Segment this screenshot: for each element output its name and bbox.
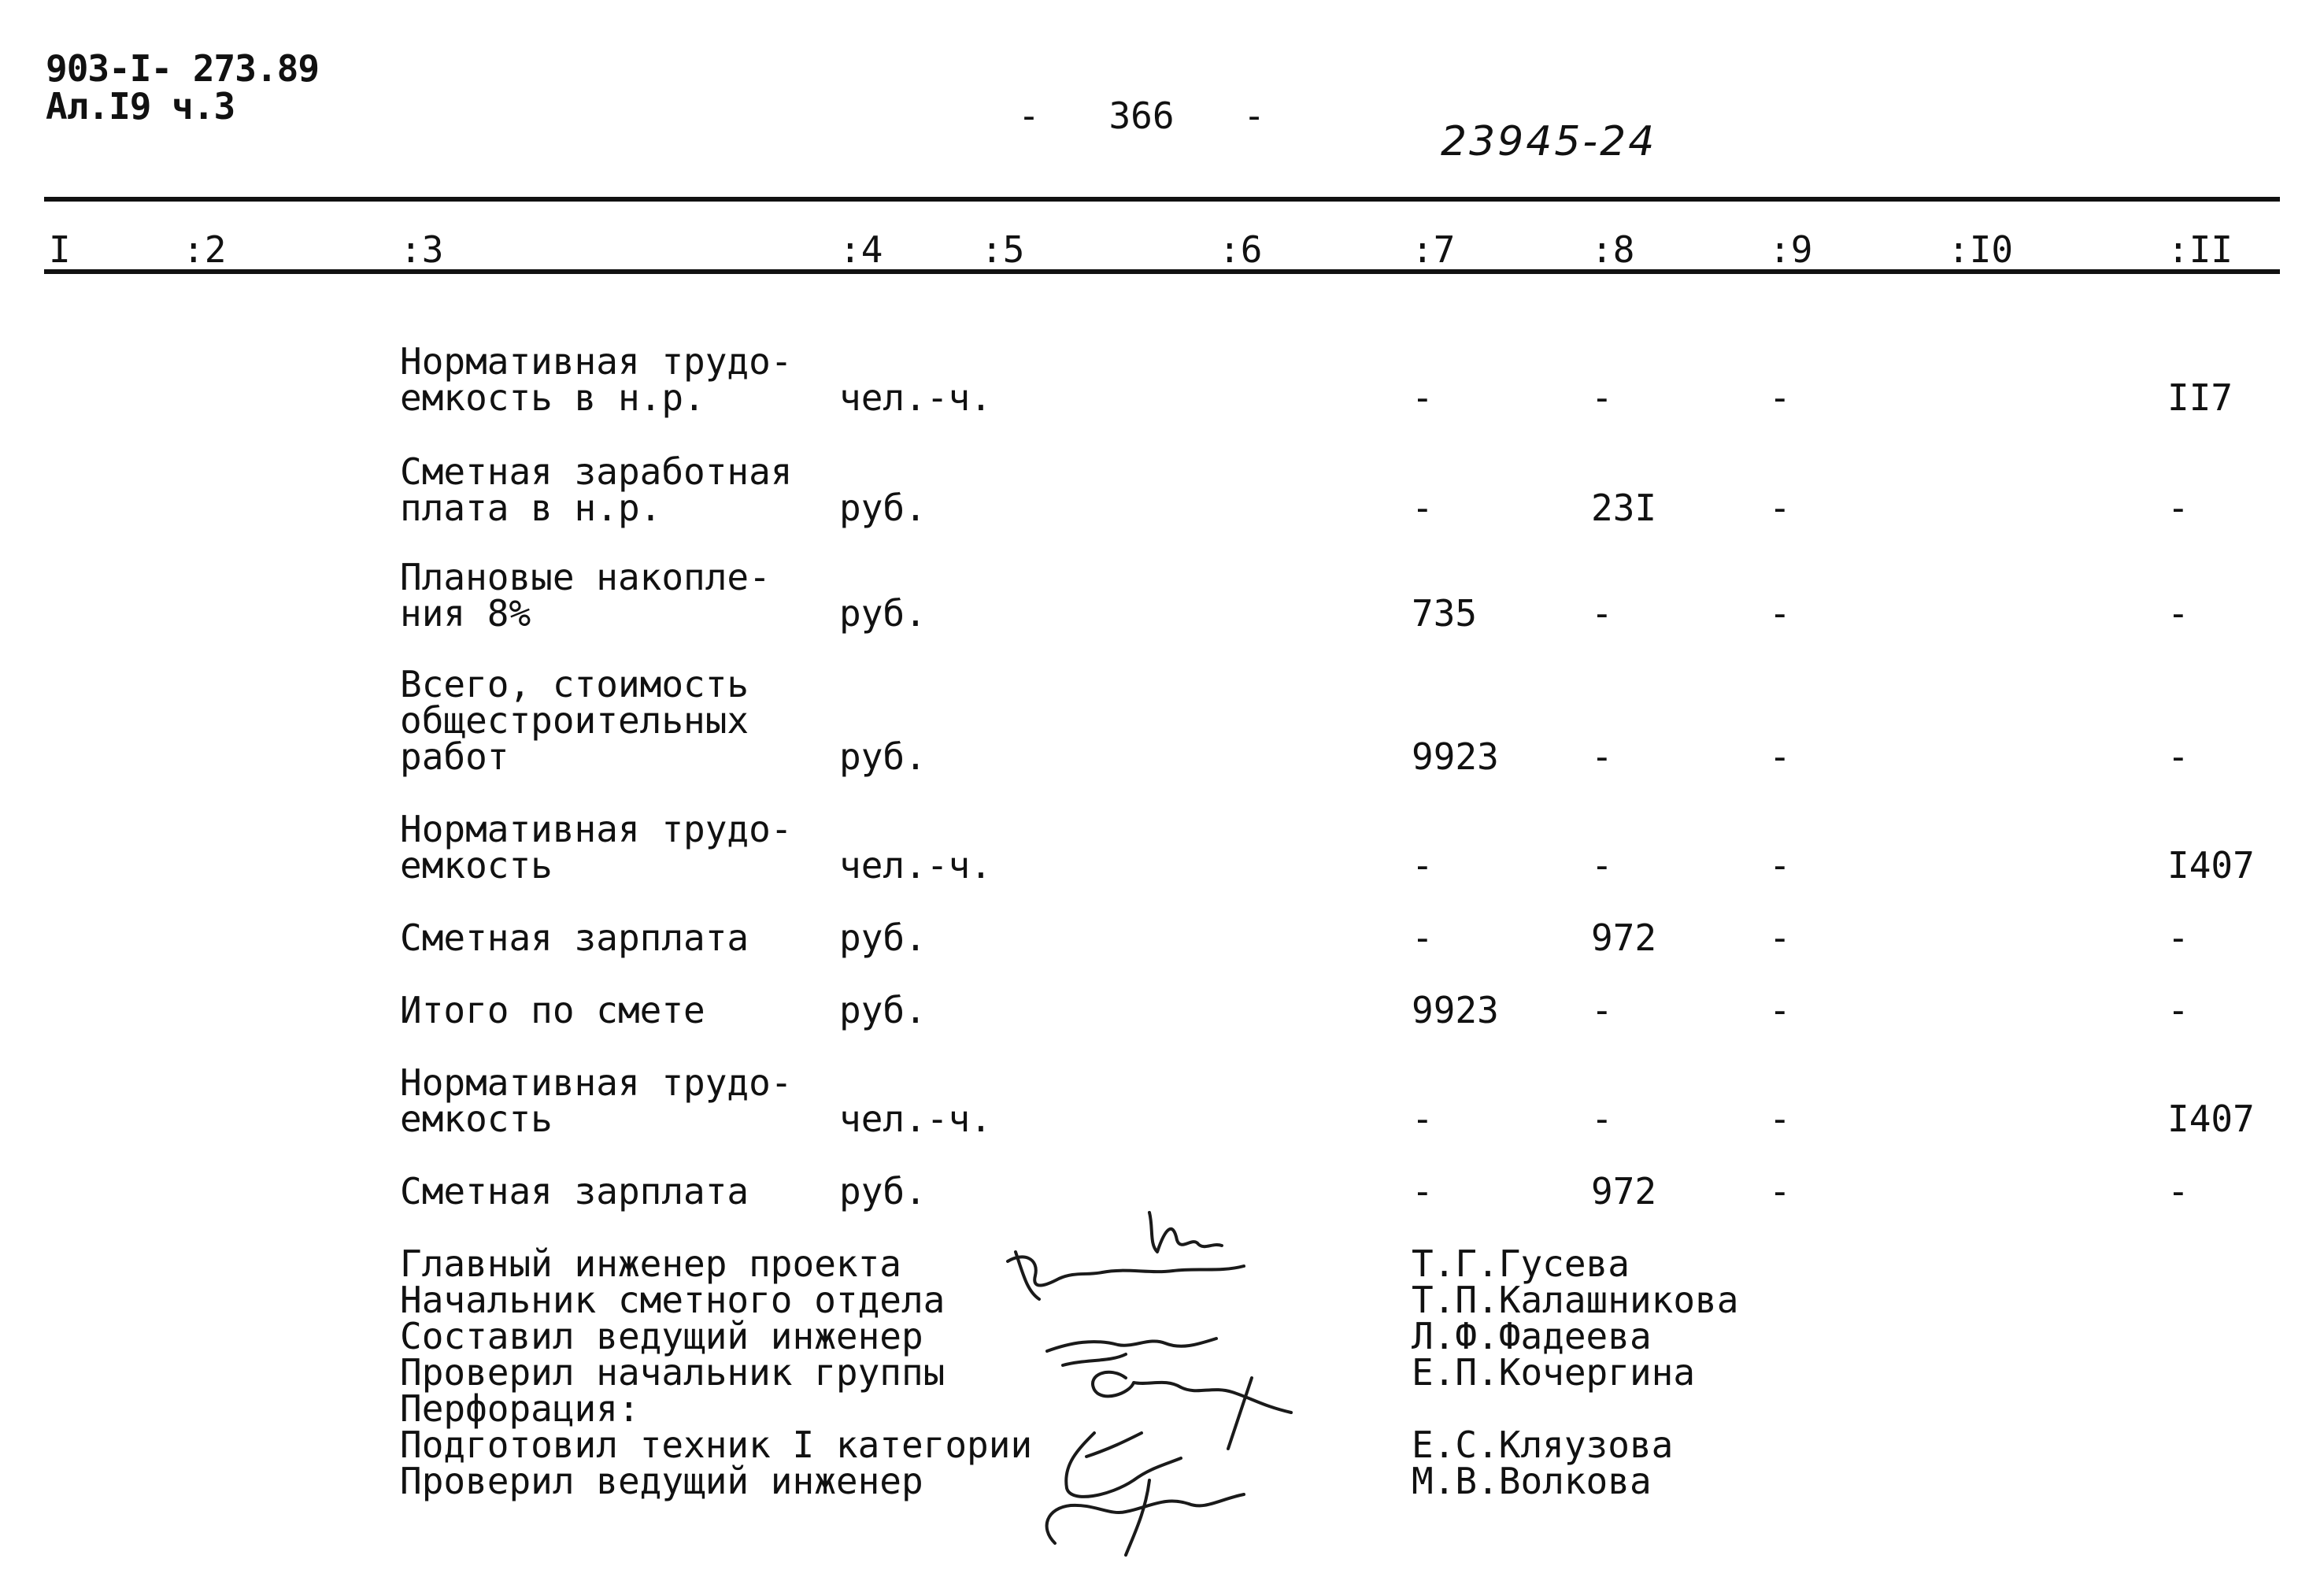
row-col8: - bbox=[1591, 592, 1613, 635]
row-col9: - bbox=[1769, 592, 1791, 635]
row-col7: 735 bbox=[1412, 592, 1478, 635]
row-col7: - bbox=[1412, 1170, 1434, 1213]
column-label-11: :II bbox=[2167, 228, 2233, 271]
signature-titles: Главный инженер проекта Начальник сметного отдела Составил ведущий инженер Проверил начальник группы Перфорация: Подготовил техник I категории Проверил ведущий инженер bbox=[400, 1242, 1033, 1502]
row-col11: - bbox=[2167, 735, 2189, 778]
row-description: Сметная зарплата bbox=[400, 916, 749, 959]
row-unit: руб. bbox=[839, 1170, 927, 1213]
column-label-9: :9 bbox=[1769, 228, 1813, 271]
row-unit: чел.-ч. bbox=[839, 1098, 992, 1140]
row-description: Нормативная трудо- емкость в н.р. bbox=[400, 340, 793, 419]
column-label-3: :3 bbox=[400, 228, 444, 271]
row-col8: - bbox=[1591, 989, 1613, 1031]
row-col7: - bbox=[1412, 376, 1434, 419]
page-number: - 366 - bbox=[1018, 94, 1265, 137]
row-col11: - bbox=[2167, 916, 2189, 959]
column-label-1: I bbox=[49, 228, 71, 271]
row-col7: - bbox=[1412, 844, 1434, 887]
row-col11: II7 bbox=[2167, 376, 2233, 419]
row-col7: - bbox=[1412, 487, 1434, 529]
row-unit: руб. bbox=[839, 916, 927, 959]
sheet-reference: Ал.I9 ч.3 bbox=[46, 85, 235, 128]
row-col9: - bbox=[1769, 916, 1791, 959]
header-rule-top bbox=[44, 197, 2280, 202]
row-unit: руб. bbox=[839, 487, 927, 529]
row-col9: - bbox=[1769, 1170, 1791, 1213]
signature-names: Т.Г.Гусева Т.П.Калашникова Л.Ф.Фадеева Е.П.Кочергина Е.С.Кляузова М.В.Волкова bbox=[1412, 1242, 1739, 1502]
column-label-4: :4 bbox=[839, 228, 883, 271]
handwritten-number: 23945-24 bbox=[1441, 118, 1657, 165]
row-col7: 9923 bbox=[1412, 989, 1499, 1031]
row-col8: - bbox=[1591, 376, 1613, 419]
handwritten-signatures-image bbox=[992, 1197, 1323, 1559]
row-unit: чел.-ч. bbox=[839, 844, 992, 887]
row-description: Сметная заработная плата в н.р. bbox=[400, 450, 793, 529]
row-col9: - bbox=[1769, 844, 1791, 887]
row-col9: - bbox=[1769, 735, 1791, 778]
row-col11: I407 bbox=[2167, 1098, 2255, 1140]
row-description: Плановые накопле- ния 8% bbox=[400, 556, 771, 635]
row-col8: 972 bbox=[1591, 916, 1657, 959]
document-code: 903-I- 273.89 bbox=[46, 47, 320, 90]
row-col11: I407 bbox=[2167, 844, 2255, 887]
row-col7: 9923 bbox=[1412, 735, 1499, 778]
row-col8: 23I bbox=[1591, 487, 1657, 529]
row-description: Нормативная трудо- емкость bbox=[400, 808, 793, 887]
header-rule-bottom bbox=[44, 269, 2280, 274]
row-col11: - bbox=[2167, 1170, 2189, 1213]
row-unit: руб. bbox=[839, 592, 927, 635]
column-label-10: :I0 bbox=[1948, 228, 2014, 271]
row-col11: - bbox=[2167, 487, 2189, 529]
column-label-7: :7 bbox=[1412, 228, 1456, 271]
row-unit: руб. bbox=[839, 989, 927, 1031]
row-col8: - bbox=[1591, 844, 1613, 887]
row-col9: - bbox=[1769, 1098, 1791, 1140]
row-description: Нормативная трудо- емкость bbox=[400, 1061, 793, 1140]
column-label-8: :8 bbox=[1591, 228, 1635, 271]
row-col8: 972 bbox=[1591, 1170, 1657, 1213]
row-description: Итого по смете bbox=[400, 989, 705, 1031]
row-col11: - bbox=[2167, 989, 2189, 1031]
row-col11: - bbox=[2167, 592, 2189, 635]
row-col7: - bbox=[1412, 916, 1434, 959]
row-description: Всего, стоимость общестроительных работ bbox=[400, 663, 749, 778]
column-label-5: :5 bbox=[981, 228, 1025, 271]
row-col8: - bbox=[1591, 1098, 1613, 1140]
row-description: Сметная зарплата bbox=[400, 1170, 749, 1213]
row-col7: - bbox=[1412, 1098, 1434, 1140]
row-col9: - bbox=[1769, 376, 1791, 419]
column-label-2: :2 bbox=[183, 228, 227, 271]
row-col9: - bbox=[1769, 487, 1791, 529]
row-col9: - bbox=[1769, 989, 1791, 1031]
row-col8: - bbox=[1591, 735, 1613, 778]
column-label-6: :6 bbox=[1219, 228, 1263, 271]
row-unit: руб. bbox=[839, 735, 927, 778]
row-unit: чел.-ч. bbox=[839, 376, 992, 419]
